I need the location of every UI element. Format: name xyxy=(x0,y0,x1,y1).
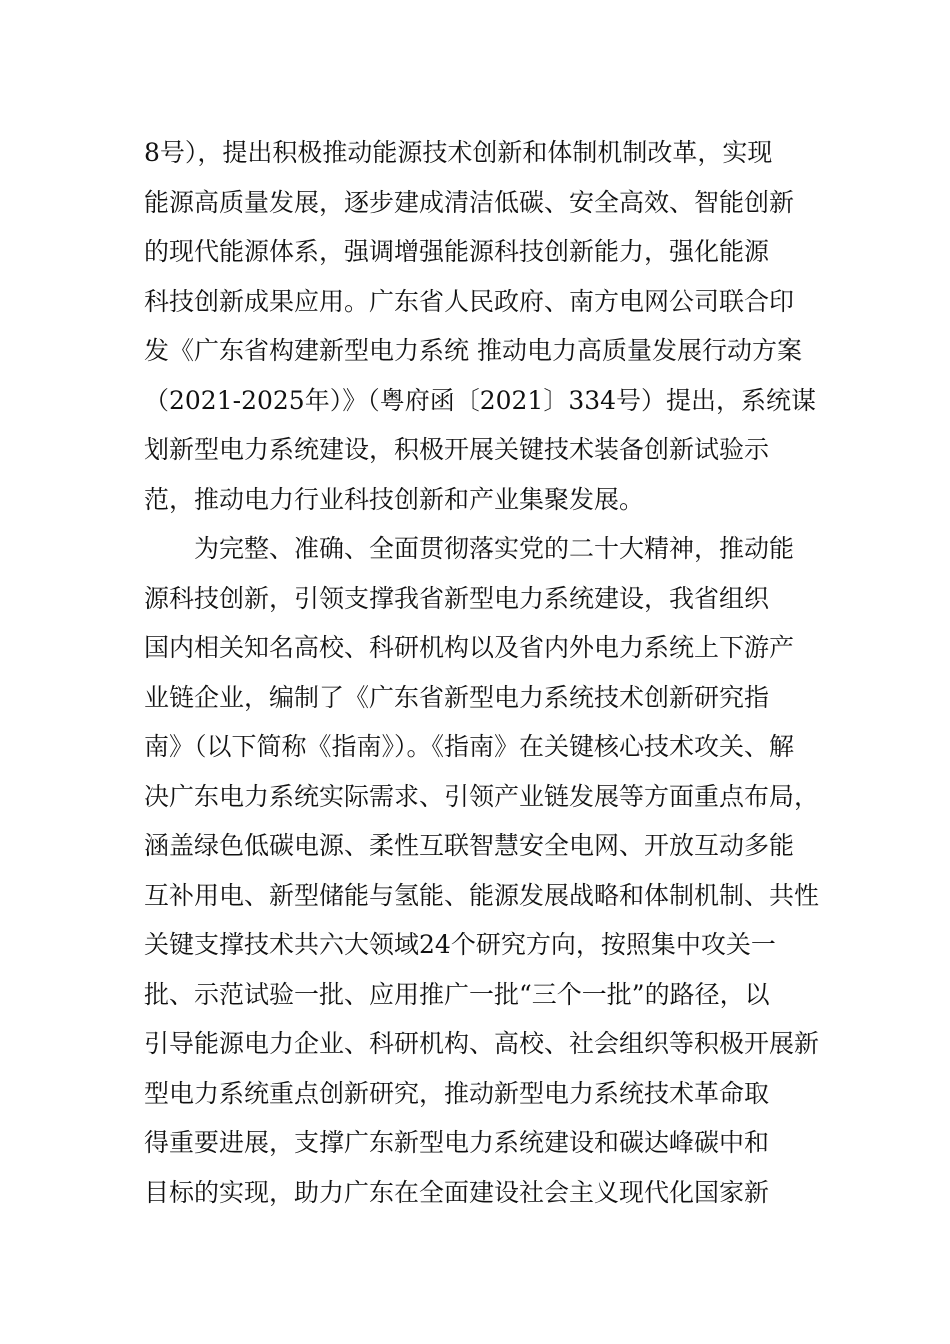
text-line: 国内相关知名高校、科研机构以及省内外电力系统上下游产 xyxy=(144,633,795,662)
text-line: 型电力系统重点创新研究，推动新型电力系统技术革命取 xyxy=(144,1078,770,1108)
text-line: 得重要进展，支撑广东新型电力系统建设和碳达峰碳中和 xyxy=(144,1128,770,1157)
text-line: 划新型电力系统建设，积极开展关键技术装备创新试验示 xyxy=(144,435,770,464)
text-line: （2021-2025年）》（粤府函〔2021〕334号）提出，系统谋 xyxy=(144,385,817,415)
text-line: 目标的实现，助力广东在全面建设社会主义现代化国家新 xyxy=(144,1177,770,1207)
text-line: 涵盖绿色低碳电源、柔性互联智慧安全电网、开放互动多能 xyxy=(144,831,795,860)
text-line: 南》（以下简称《指南》）。《指南》在关键核心技术攻关、解 xyxy=(144,732,795,761)
text-line: 的现代能源体系，强调增强能源科技创新能力，强化能源 xyxy=(144,237,770,266)
text-line: 发《广东省构建新型电力系统 推动电力高质量发展行动方案 xyxy=(144,336,802,365)
text-line: 关键支撑技术共六大领域24个研究方向，按照集中攻关一 xyxy=(144,930,776,959)
text-line: 能源高质量发展，逐步建成清洁低碳、安全高效、智能创新 xyxy=(144,187,795,217)
text-line: 范，推动电力行业科技创新和产业集聚发展。 xyxy=(144,484,645,514)
paragraph-start-line: 为完整、准确、全面贯彻落实党的二十大精神，推动能 xyxy=(194,534,795,563)
text-line: 批、示范试验一批、应用推广一批“三个一批”的路径，以 xyxy=(144,979,770,1009)
text-line: 源科技创新，引领支撑我省新型电力系统建设，我省组织 xyxy=(144,583,770,613)
body-text xyxy=(144,128,824,1217)
text-line: 互补用电、新型储能与氢能、能源发展战略和体制机制、共性 xyxy=(144,880,820,910)
text-line: 引导能源电力企业、科研机构、高校、社会组织等积极开展新 xyxy=(144,1029,820,1058)
text-line: 科技创新成果应用。广东省人民政府、南方电网公司联合印 xyxy=(144,286,795,316)
text-line: 8号），提出积极推动能源技术创新和体制机制改革，实现 xyxy=(144,138,773,167)
text-line: 业链企业，编制了《广东省新型电力系统技术创新研究指 xyxy=(144,682,770,712)
text-line: 决广东电力系统实际需求、引领产业链发展等方面重点布局， xyxy=(144,781,820,811)
